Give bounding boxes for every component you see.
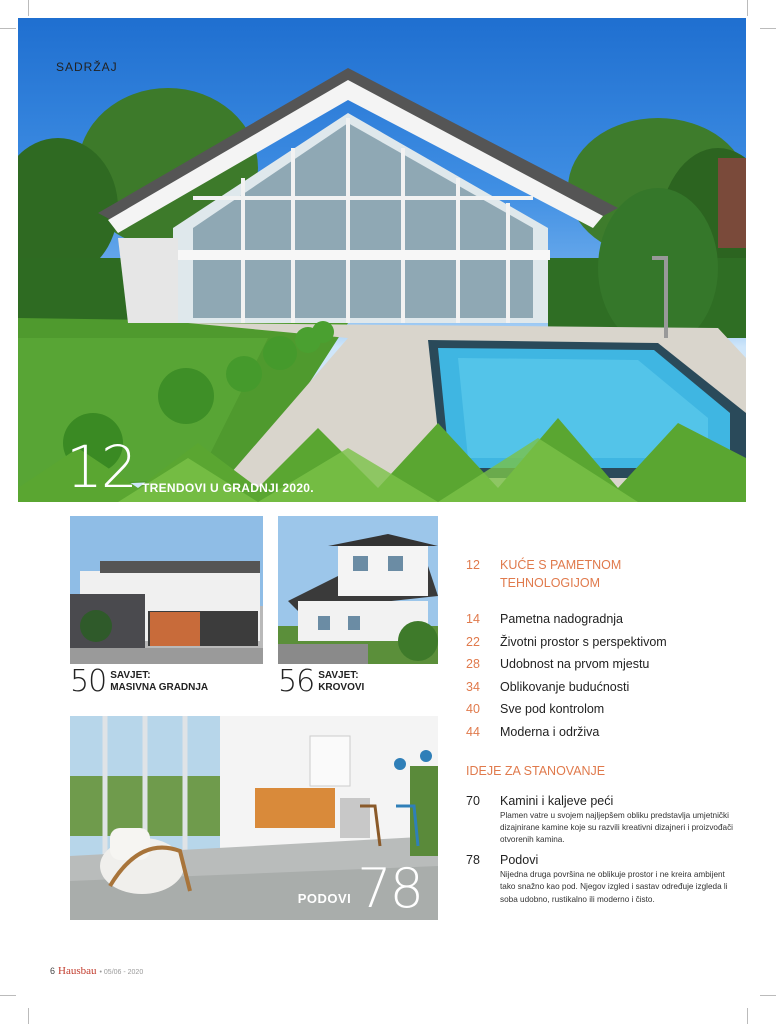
toc-feature-title: Kamini i kaljeve peći (500, 793, 614, 808)
thumb-page-number: 56 (278, 664, 315, 699)
podovi-page-number: 78 (357, 857, 422, 920)
toc-page-number: 70 (466, 793, 480, 808)
toc-item[interactable] (466, 676, 756, 699)
house-pool-illustration (18, 18, 746, 502)
hero-caption: TRENDOVI U GRADNJI 2020. (142, 481, 314, 495)
crop-mark (747, 1008, 748, 1024)
thumb-krovovi[interactable] (278, 516, 438, 664)
thumb-label-56 (278, 664, 365, 699)
podovi-text: PODOVI (297, 891, 352, 906)
section-label: SADRŽAJ (56, 60, 118, 74)
thumb-label-line2: MASIVNA GRADNJA (110, 682, 209, 693)
house-photo (278, 516, 438, 664)
crop-mark (747, 0, 748, 16)
toc-page-number: 12 (466, 558, 480, 572)
hero-photo[interactable] (18, 18, 746, 502)
toc-page-number: 34 (466, 679, 480, 694)
thumb-masivna-gradnja[interactable] (70, 516, 263, 664)
footer-brand: Hausbau (58, 965, 97, 977)
toc-feature-description: Nijedna druga površina ne oblikuje prostor i ne kreira ambijent tako snažno kao pod. Njegov izgled i sastav određuje izgleda li soba udobno, rustikalno ili moderno i čisto. (500, 869, 728, 904)
toc-page-number: 28 (466, 657, 480, 672)
toc-feature-item[interactable] (466, 853, 756, 906)
crop-mark (0, 995, 16, 996)
podovi-label (297, 857, 422, 920)
toc-page-number: 40 (466, 702, 480, 717)
toc-page-number: 22 (466, 634, 480, 649)
toc-feature-item[interactable] (466, 794, 756, 847)
footer-issue: • 05/06 - 2020 (99, 969, 144, 976)
toc-item-title: Udobnost na prvom mjestu (500, 657, 650, 672)
toc-item[interactable] (466, 631, 756, 654)
thumb-label-line1: SAVJET: (318, 670, 359, 681)
page-footer (50, 965, 143, 977)
toc-headline-line2: TEHNOLOGIJOM (500, 576, 601, 590)
toc-item[interactable] (466, 698, 756, 721)
table-of-contents (466, 556, 756, 912)
thumb-label-50 (70, 664, 209, 699)
crop-mark (28, 0, 29, 16)
toc-feature-title: Podovi (500, 852, 539, 867)
thumb-podovi[interactable] (70, 716, 438, 920)
toc-item-title: Životni prostor s perspektivom (500, 634, 667, 649)
thumb-label-line2: KROVOVI (318, 682, 365, 693)
toc-page-number: 44 (466, 724, 480, 739)
toc-category: IDEJE ZA STANOVANJE (466, 763, 606, 778)
thumb-label-line1: SAVJET: (110, 670, 151, 681)
footer-page-number: 6 (50, 966, 56, 976)
toc-page-number: 78 (466, 852, 480, 867)
toc-item[interactable] (466, 608, 756, 631)
hero-page-number: 12 (66, 433, 136, 501)
toc-headline-line1: KUĆE S PAMETNOM (500, 558, 622, 572)
toc-item-title: Pametna nadogradnja (500, 612, 624, 626)
crop-mark (28, 1008, 29, 1024)
toc-feature-description: Plamen vatre u svojem najljepšem obliku predstavlja umjetnički dizajnirane kamine koje su razvili kreativni dizajneri i proizvođači otvorenih kamina. (500, 810, 733, 845)
crop-mark (0, 28, 16, 29)
toc-page-number: 14 (466, 612, 480, 626)
toc-item-title: Oblikovanje budućnosti (500, 679, 630, 694)
toc-item-title: Sve pod kontrolom (500, 702, 605, 717)
thumb-page-number: 50 (70, 664, 107, 699)
toc-item[interactable] (466, 721, 756, 744)
house-photo (70, 516, 263, 664)
crop-mark (760, 28, 776, 29)
toc-item-title: Moderna i održiva (500, 724, 600, 739)
crop-mark (760, 995, 776, 996)
toc-headline[interactable] (466, 556, 756, 592)
toc-item[interactable] (466, 653, 756, 676)
